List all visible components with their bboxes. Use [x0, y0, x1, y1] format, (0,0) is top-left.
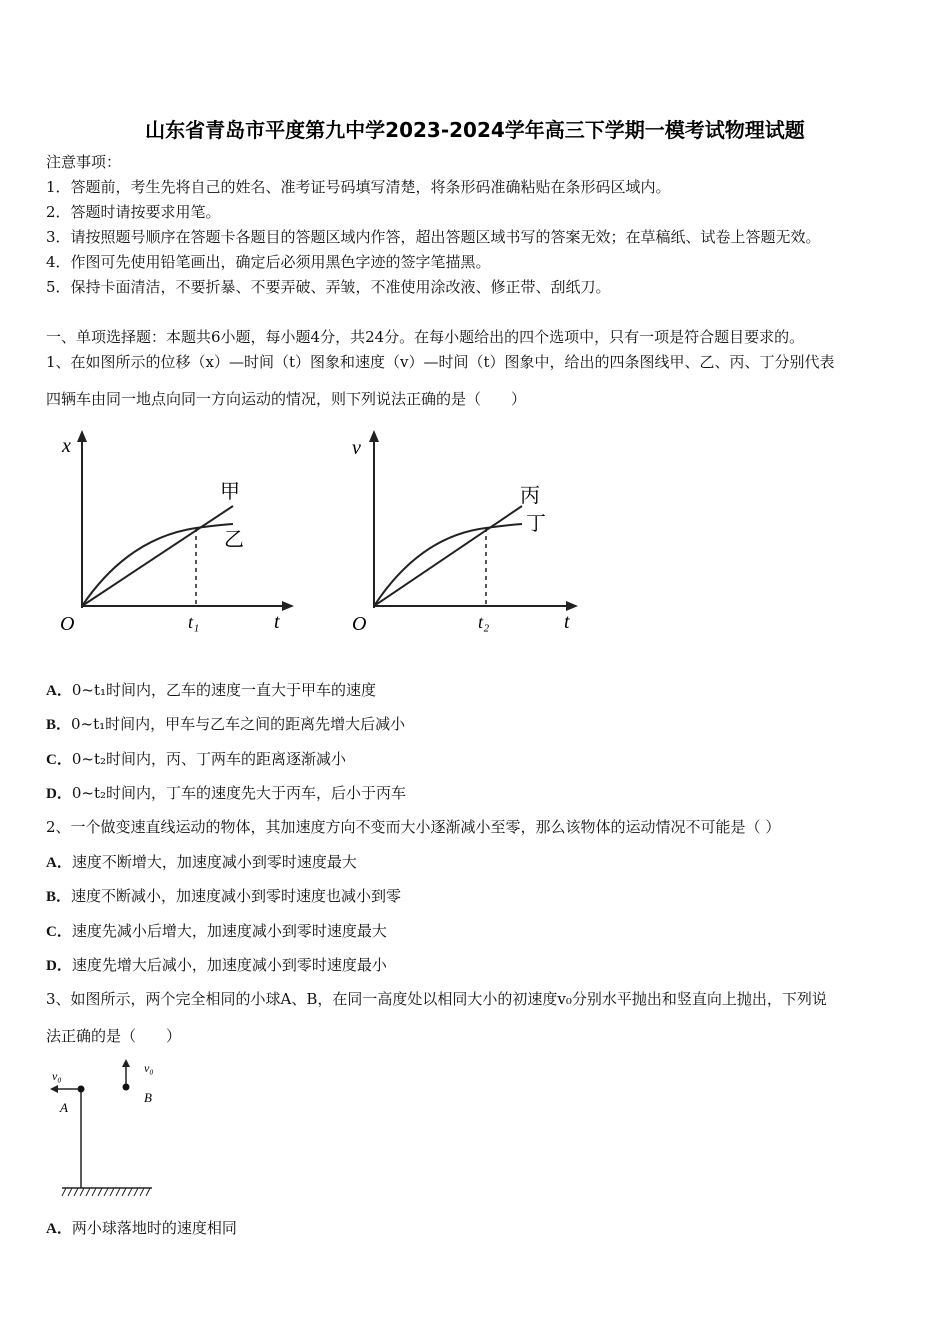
q2-option-b — [46, 886, 401, 907]
q3-stem-line2: 法正确的是（ ） — [46, 1027, 182, 1045]
notice-heading: 注意事项： — [46, 153, 122, 171]
option-text: 速度先减小后增大，加速度减小到零时速度最大 — [71, 922, 387, 940]
ground-hatching — [62, 1188, 150, 1196]
option-letter: C． — [46, 924, 72, 940]
page-title: 山东省青岛市平度第九中学2023-2024学年高三下学期一模考试物理试题 — [145, 118, 805, 142]
q1-stem-line2: 四辆车由同一地点向同一方向运动的情况，则下列说法正确的是（ ） — [46, 390, 527, 408]
y-axis-label: v — [352, 437, 361, 459]
curve-yi — [82, 524, 233, 606]
option-letter: D． — [46, 958, 72, 974]
curve-label-ding: 丁 — [526, 513, 546, 535]
y-axis-arrow — [77, 430, 87, 442]
q1-graph-xt — [48, 428, 298, 643]
q2-option-d — [46, 955, 387, 976]
curve-label-yi: 乙 — [224, 529, 244, 551]
x-axis-label: t — [564, 611, 570, 633]
option-letter: B． — [46, 889, 72, 905]
q2-option-a — [46, 852, 357, 873]
curve-label-bing: 丙 — [520, 485, 540, 507]
option-text: 速度先增大后减小，加速度减小到零时速度最小 — [71, 956, 387, 974]
q1-option-d — [46, 783, 406, 804]
option-text: 0~t₂时间内，丁车的速度先大于丙车，后小于丙车 — [71, 784, 406, 802]
q1-option-b — [46, 714, 405, 735]
option-letter: D． — [46, 786, 72, 802]
option-text: 两小球落地时的速度相同 — [71, 1219, 237, 1237]
notice-item: 5．保持卡面清洁，不要折暴、不要弄破、弄皱，不准使用涂改液、修正带、刮纸刀。 — [46, 278, 611, 296]
option-text: 速度不断增大，加速度减小到零时速度最大 — [71, 853, 357, 871]
v0-label-a: v₀ — [52, 1069, 62, 1083]
q3-stem-line1: 3、如图所示，两个完全相同的小球A、B，在同一高度处以相同大小的初速度v₀分别水平抛出和竖直向上抛出，下列说 — [46, 990, 827, 1008]
y-axis-label: x — [62, 435, 71, 457]
q1-graph-vt — [340, 428, 590, 643]
tick-label-t2: t₂ — [478, 612, 490, 632]
q1-option-a — [46, 680, 376, 701]
q3-figure — [44, 1056, 164, 1204]
option-letter: A． — [46, 1221, 72, 1237]
line-bing — [374, 506, 522, 606]
origin-label: O — [352, 613, 367, 635]
v0-label-b: v₀ — [144, 1061, 154, 1075]
curve-label-jia: 甲 — [220, 481, 240, 503]
x-axis-arrow — [282, 601, 294, 611]
line-jia — [82, 506, 233, 606]
q2-option-c — [46, 921, 387, 942]
option-letter: B． — [46, 717, 72, 733]
notice-item: 4．作图可先使用铅笔画出，确定后必须用黑色字迹的签字笔描黑。 — [46, 253, 491, 271]
arrow-a-head — [50, 1085, 58, 1093]
q1-option-c — [46, 749, 346, 770]
notice-item: 1．答题前，考生先将自己的姓名、准考证号码填写清楚，将条形码准确粘贴在条形码区域内。 — [46, 178, 671, 196]
tick-label-t1: t₁ — [188, 612, 200, 632]
curve-ding — [374, 524, 522, 606]
notice-item: 3．请按照题号顺序在答题卡各题目的答题区域内作答，超出答题区域书写的答案无效；在草稿纸、试卷上答题无效。 — [46, 228, 821, 246]
option-text: 0~t₁时间内，甲车与乙车之间的距离先增大后减小 — [71, 715, 406, 733]
y-axis-arrow — [369, 430, 379, 442]
x-axis-label: t — [274, 611, 280, 633]
option-text: 0~t₂时间内，丙、丁两车的距离逐渐减小 — [71, 750, 346, 768]
q1-stem-line1: 1、在如图所示的位移（x）—时间（t）图象和速度（v）—时间（t）图象中，给出的四条图线甲、乙、丙、丁分别代表 — [46, 353, 835, 371]
label-a: A — [60, 1100, 68, 1115]
label-b: B — [144, 1090, 152, 1105]
option-letter: A． — [46, 855, 72, 871]
ball-b — [123, 1084, 130, 1091]
notice-item: 2．答题时请按要求用笔。 — [46, 203, 221, 221]
q2-stem: 2、一个做变速直线运动的物体，其加速度方向不变而大小逐渐减小至零，那么该物体的运动情况不可能是（ ） — [46, 818, 781, 836]
origin-label: O — [60, 613, 75, 635]
q3-option-a — [46, 1218, 237, 1239]
option-letter: C． — [46, 752, 72, 768]
option-letter: A． — [46, 683, 72, 699]
arrow-b-head — [122, 1059, 130, 1067]
option-text: 0~t₁时间内，乙车的速度一直大于甲车的速度 — [71, 681, 376, 699]
x-axis-arrow — [566, 601, 578, 611]
section-heading: 一、单项选择题：本题共6小题，每小题4分，共24分。在每小题给出的四个选项中，只有一项是符合题目要求的。 — [46, 328, 805, 346]
option-text: 速度不断减小，加速度减小到零时速度也减小到零 — [71, 887, 402, 905]
